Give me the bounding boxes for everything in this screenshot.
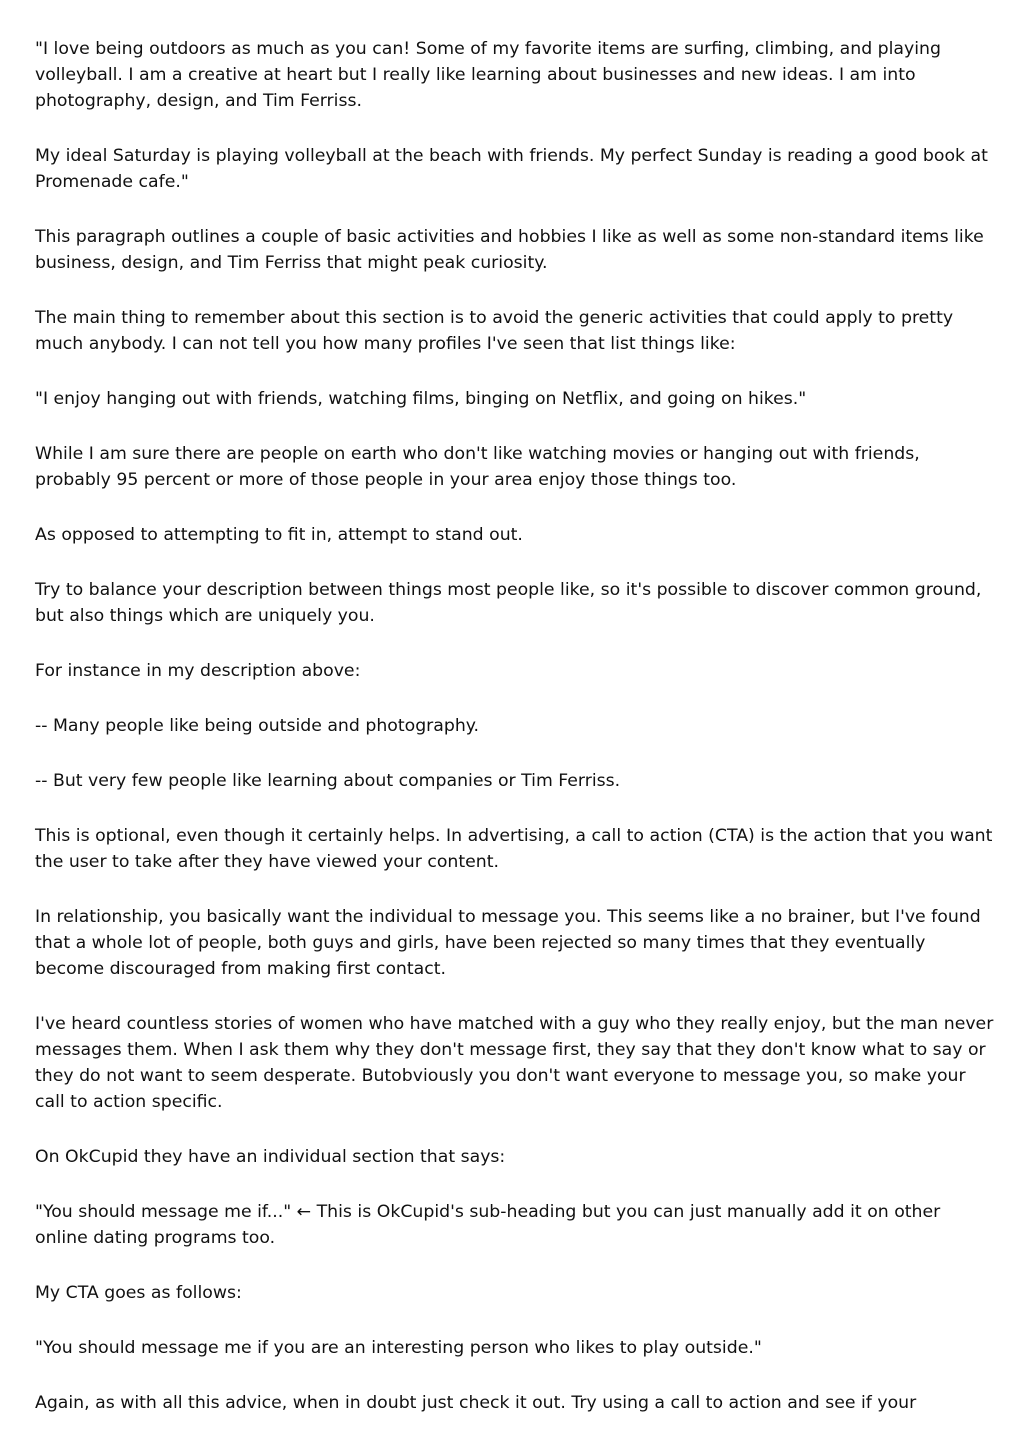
document-body [35,36,999,1445]
paragraph-1: "I love being outdoors as much as you can! Some of my favorite items are surfing, climbing, and playing volleyball. I am a creative at heart but I really like learning about businesses and new ideas. I am into photography, design, and Tim Ferriss. [35,39,947,111]
paragraph-4: The main thing to remember about this section is to avoid the generic activities that could apply to pretty much anybody. I can not tell you how many profiles I've seen that list things like: [35,308,959,354]
paragraph-3: This paragraph outlines a couple of basic activities and hobbies I like as well as some non-standard items like business, design, and Tim Ferriss that might peak curiosity. [35,227,990,273]
paragraph-10: -- Many people like being outside and photography. [35,716,480,736]
paragraph-7: As opposed to attempting to fit in, attempt to stand out. [35,525,523,545]
paragraph-9: For instance in my description above: [35,661,361,681]
paragraph-19: Again, as with all this advice, when in doubt just check it out. Try using a call to action and see if your [35,1393,917,1413]
paragraph-6: While I am sure there are people on earth who don't like watching movies or hanging out with friends, probably 95 percent or more of those people in your area enjoy those things too. [35,444,926,490]
paragraph-5: "I enjoy hanging out with friends, watching films, binging on Netflix, and going on hikes." [35,389,807,409]
paragraph-18: "You should message me if you are an interesting person who likes to play outside." [35,1338,762,1358]
paragraph-2: My ideal Saturday is playing volleyball at the beach with friends. My perfect Sunday is reading a good book at Promenade cafe." [35,146,994,192]
paragraph-15: On OkCupid they have an individual section that says: [35,1147,506,1167]
paragraph-16: "You should message me if..." ← This is OkCupid's sub-heading but you can just manually add it on other online dating programs too. [35,1202,946,1248]
paragraph-14: I've heard countless stories of women who have matched with a guy who they really enjoy, but the man never messages them. When I ask them why they don't message first, they say that they don't know what to say or they do not want to seem desperate. Butobviously you don't want everyone to message you, so make your call to action specific. [35,1014,999,1112]
paragraph-13: In relationship, you basically want the individual to message you. This seems like a no brainer, but I've found that a whole lot of people, both guys and girls, have been rejected so many times that they eventually become discouraged from making first contact. [35,907,987,979]
paragraph-17: My CTA goes as follows: [35,1283,242,1303]
paragraph-12: This is optional, even though it certainly helps. In advertising, a call to action (CTA) is the action that you want the user to take after they have viewed your content. [35,826,998,872]
paragraph-8: Try to balance your description between things most people like, so it's possible to discover common ground, but also things which are uniquely you. [35,580,987,626]
paragraph-11: -- But very few people like learning about companies or Tim Ferriss. [35,771,621,791]
